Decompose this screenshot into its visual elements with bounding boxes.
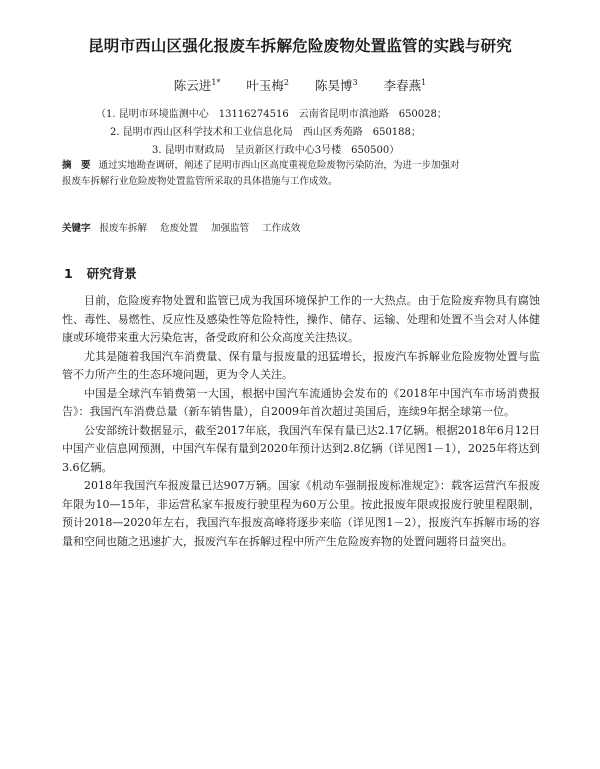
- section-number: 1: [64, 266, 73, 281]
- author: 陈昊博$^3$: [314, 77, 358, 93]
- paragraph: 中国是全球汽车销费第一大国，根据中国汽车流通协会发布的《2018年中国汽车市场消费报告》：我国汽车消费总量（新车销售量），自2009年首次超过美国后，连续9年据全球第一位。: [62, 386, 540, 418]
- paper-title: 昆明市西山区强化报废车拆解危险废物处置监管的实践与研究: [88, 37, 512, 55]
- keyword: 工作成效: [262, 223, 301, 234]
- abstract-label: 摘 要: [62, 160, 91, 171]
- keyword: 危废处置: [160, 223, 199, 234]
- abstract: [62, 158, 542, 190]
- paragraph: 2018年我国汽车报废量已达907万辆。国家《机动车强制报废标准规定》：载客运营汽车报废年限为10—15年，非运营私家车报废行驶里程为60万公里。按此报废年限或报废行驶里程限制，预计2018—2020年左右，我国汽车报废高峰将逐步来临（详见图1－2），报废汽车拆解市场的容量和空间也随之迅速扩大，报废汽车在拆解过程中所产生危险废弃物的处置问题将日益突出。: [62, 479, 540, 548]
- paragraph: 公安部统计数据显示，截至2017年底，我国汽车保有量已达2.17亿辆。根据2018年6月12日中国产业信息网预测，中国汽车保有量到2020年预计达到2.8亿辆（详见图1－1），2025年将达到3.6亿辆。: [62, 423, 540, 474]
- paragraph: 目前，危险废弃物处置和监管已成为我国环境保护工作的一大热点。由于危险废弃物具有腐蚀性、毒性、易燃性、反应性及感染性等危险特性，操作、储存、运输、处理和处置不当会对人体健康或环境带来重大污染危害，备受政府和公众高度关注热议。: [62, 294, 540, 344]
- author: 陈云进$^{1*}$: [173, 77, 221, 93]
- keyword: 报废车拆解: [99, 223, 148, 234]
- author: 叶玉梅$^2$: [246, 77, 289, 93]
- affiliation-line: 2. 昆明市西山区科学技术和工业信息化局 西山区秀苑路 650188；: [110, 127, 421, 138]
- affiliation-line: （1. 昆明市环境监测中心 13116274516 云南省昆明市滇池路 650028；: [96, 109, 447, 120]
- section-heading: [64, 264, 137, 282]
- keyword: 加强监管: [211, 223, 250, 234]
- affiliation-line: 3. 昆明市财政局 呈贡新区行政中心3号楼 650500）: [152, 145, 400, 156]
- section-title: 研究背景: [86, 266, 137, 281]
- abstract-text: 通过实地勘查调研，阐述了昆明市西山区高度重视危险废物污染防治，为进一步加强对: [98, 160, 460, 171]
- keywords-label: 关键字: [62, 223, 91, 234]
- abstract-text: 报废车拆解行业危险废物处置监管所采取的具体措施与工作成效。: [62, 176, 338, 187]
- author-list: [0, 76, 600, 94]
- paragraph: 尤其是随着我国汽车消费量、保有量与报废量的迅猛增长，报废汽车拆解业危险废物处置与监管不力所产生的生态环境问题，更为令人关注。: [62, 349, 540, 381]
- author: 李春燕$^1$: [383, 77, 427, 93]
- keywords: [62, 220, 310, 234]
- body-text: [62, 292, 540, 551]
